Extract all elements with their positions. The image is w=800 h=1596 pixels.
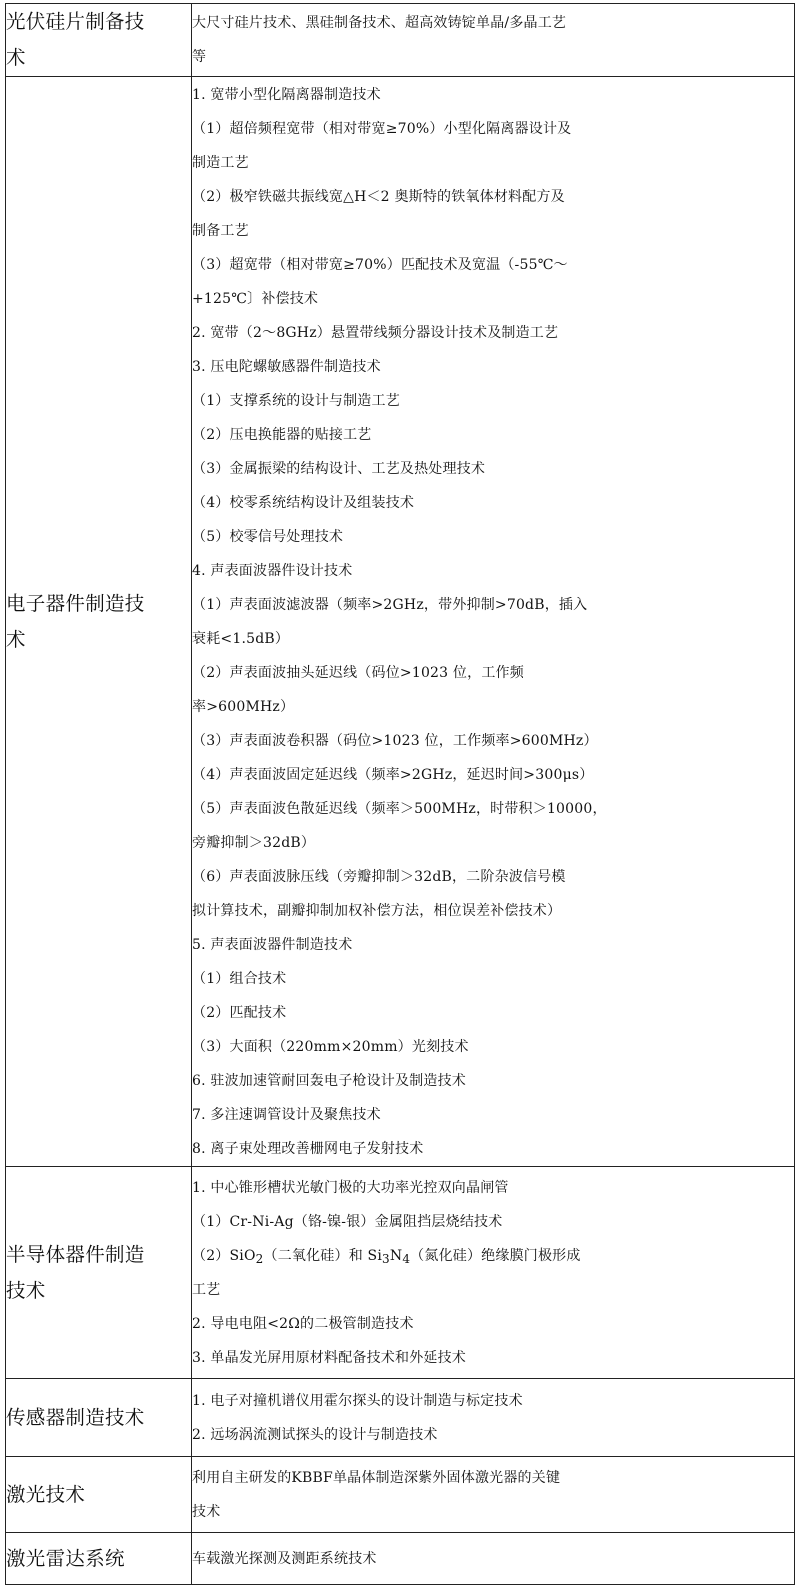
content-line: （2）SiO$_2$（二氧化硅）和 $Si_3N_4$（氮化硅）绝缘膜门极形成 <box>192 1247 581 1266</box>
content-cell <box>192 77 795 1167</box>
content-line: 拟计算技术，副瓣抑制加权补偿方法，相位误差补偿技术） <box>192 902 562 919</box>
content-line: 2. 导电电阻<2Ω的二极管制造技术 <box>192 1315 414 1332</box>
content-cell <box>192 4 795 77</box>
content-line: （3）声表面波卷积器（码位>1023 位，工作频率>600MHz） <box>192 732 598 749</box>
category-cell <box>6 1533 192 1585</box>
category-line: 半导体器件制造 <box>6 1242 145 1266</box>
content-line: 工艺 <box>192 1281 221 1298</box>
category-cell <box>6 1167 192 1379</box>
category-cell <box>6 4 192 77</box>
table-row <box>6 77 795 1167</box>
content-line: （1）声表面波滤波器（频率>2GHz，带外抑制>70dB，插入 <box>192 596 588 613</box>
content-line: （2）声表面波抽头延迟线（码位>1023 位，工作频 <box>192 664 524 681</box>
content-line: 4. 声表面波器件设计技术 <box>192 562 353 579</box>
content-line: 6. 驻波加速管耐回轰电子枪设计及制造技术 <box>192 1072 467 1089</box>
content-line: 技术 <box>192 1503 221 1520</box>
table-row <box>6 4 795 77</box>
table-row <box>6 1379 795 1457</box>
category-line: 光伏硅片制备技 <box>6 10 145 33</box>
category-line: 电子器件制造技 <box>6 591 145 615</box>
content-line: 利用自主研发的KBBF单晶体制造深紫外固体激光器的关键 <box>192 1469 561 1486</box>
content-line: （6）声表面波脉压线（旁瓣抑制＞32dB，二阶杂波信号模 <box>192 868 566 885</box>
content-line: 2. 宽带（2～8GHz）悬置带线频分器设计技术及制造工艺 <box>192 324 559 341</box>
content-line: （2）压电换能器的贴接工艺 <box>192 426 372 443</box>
category-cell <box>6 77 192 1167</box>
content-line: 等 <box>192 49 207 65</box>
content-line: 1. 宽带小型化隔离器制造技术 <box>192 86 381 103</box>
content-cell <box>192 1457 795 1533</box>
category-line: 术 <box>6 46 26 69</box>
category-line: 技术 <box>6 1278 46 1302</box>
table-row <box>6 1457 795 1533</box>
content-line: 制备工艺 <box>192 222 249 239</box>
category-line: 术 <box>6 627 26 651</box>
content-line: （1）组合技术 <box>192 970 287 987</box>
table-row <box>6 1533 795 1585</box>
content-line: （5）声表面波色散延迟线（频率＞500MHz，时带积＞10000， <box>192 800 607 817</box>
content-line: 3. 单晶发光屏用原材料配备技术和外延技术 <box>192 1349 467 1366</box>
category-cell <box>6 1457 192 1533</box>
content-line: 车载激光探测及测距系统技术 <box>192 1550 377 1567</box>
content-line: （5）校零信号处理技术 <box>192 528 344 545</box>
content-cell <box>192 1167 795 1379</box>
technology-table <box>5 3 795 1585</box>
content-line: 3. 压电陀螺敏感器件制造技术 <box>192 358 381 375</box>
category-cell <box>6 1379 192 1457</box>
content-line: （4）校零系统结构设计及组装技术 <box>192 494 415 511</box>
content-line: 7. 多注速调管设计及聚焦技术 <box>192 1106 381 1123</box>
content-line: （3）超宽带（相对带宽≥70%）匹配技术及宽温（-55℃～ <box>192 256 568 273</box>
content-line: （2）极窄铁磁共振线宽△H＜2 奥斯特的铁氧体材料配方及 <box>192 188 565 205</box>
content-line: 1. 电子对撞机谱仪用霍尔探头的设计制造与标定技术 <box>192 1392 523 1409</box>
category-line: 激光雷达系统 <box>6 1546 125 1570</box>
content-line: 大尺寸硅片技术、黑硅制备技术、超高效铸锭单晶/多晶工艺 <box>192 15 567 31</box>
content-cell <box>192 1379 795 1457</box>
content-line: 5. 声表面波器件制造技术 <box>192 936 353 953</box>
category-line: 传感器制造技术 <box>6 1405 145 1429</box>
content-line: 率>600MHz） <box>192 698 295 715</box>
content-line: （3）金属振梁的结构设计、工艺及热处理技术 <box>192 460 486 477</box>
content-line: （2）匹配技术 <box>192 1004 287 1021</box>
content-line: （3）大面积（220mm×20mm）光刻技术 <box>192 1038 469 1055</box>
content-line: （1）Cr-Ni-Ag（铬-镍-银）金属阻挡层烧结技术 <box>192 1213 503 1230</box>
content-line: （1）支撑系统的设计与制造工艺 <box>192 392 400 409</box>
content-line: 2. 远场涡流测试探头的设计与制造技术 <box>192 1426 438 1443</box>
table-row <box>6 1167 795 1379</box>
content-line: +125℃〕补偿技术 <box>192 290 319 307</box>
content-line: （1）超倍频程宽带（相对带宽≥70%）小型化隔离器设计及 <box>192 120 572 137</box>
content-line: 旁瓣抑制＞32dB） <box>192 834 316 851</box>
category-line: 激光技术 <box>6 1482 86 1506</box>
content-cell <box>192 1533 795 1585</box>
content-line: 制造工艺 <box>192 154 249 171</box>
content-line: （4）声表面波固定延迟线（频率>2GHz，延迟时间>300μs） <box>192 766 594 783</box>
content-line: 8. 离子束处理改善栅网电子发射技术 <box>192 1140 424 1157</box>
content-line: 衰耗<1.5dB） <box>192 630 290 647</box>
content-line: 1. 中心锥形槽状光敏门极的大功率光控双向晶闸管 <box>192 1179 509 1196</box>
